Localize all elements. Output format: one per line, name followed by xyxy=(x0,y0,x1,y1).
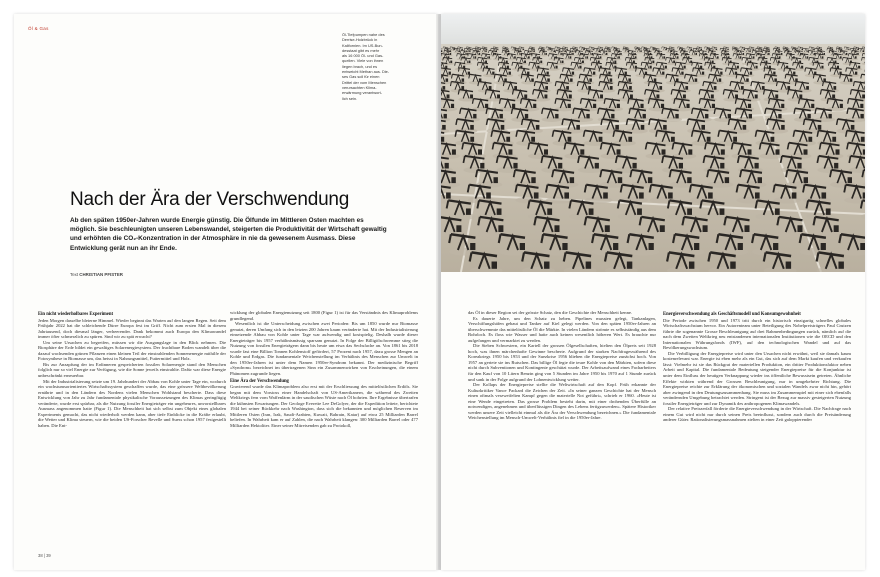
left-page xyxy=(14,14,438,570)
right-page xyxy=(441,14,865,570)
article-byline xyxy=(70,272,123,277)
subheading: Eine Ära der Verschwendung xyxy=(230,378,289,384)
left-column-2 xyxy=(230,310,418,428)
paragraph: Wesentlich ist die Unterscheidung zwischen zwei Perioden: Bis um 1850 wurde nur Biomasse genutzt, deren Umfang sich in den letzten 200 Jahren kaum veränderte hat. Mit der Industrialisierung einsetzende Abbau von Kohle unter Tage war aufwendig und kostspielig. Deshalb wurde dieser Energieträger bis 1957 verhältnismässig sparsam genutzt. In Folge der Billigölschwemme stieg die Nutzung von fossilen Energieträgern dann bis heute um etwa das Sechsfache an. Von 1861 bis 2018 wurde fast eine Billion Tonnen Kohlenstoff gefördert, 57 Prozent nach 1957, dazu grosse Mengen an Kohle und Erdgas. Die fundamentale Weichenstellung im Verhältnis des Menschen zur Umwelt in den 1950er-Jahren ist unter dem Namen 1950er-Syndrom bekannt. Der medizinische Begriff «Syndrom» bezeichnet im übertragenen Sinn ein Zusammenwirken von Erscheinungen, die einem Phänomen zugrunde liegen. xyxy=(230,321,418,377)
paragraph: wicklung der globalen Energienutzung seit 1800 (Figur 1) ist für das Verständnis des Klimaproblems grundlegend. xyxy=(230,310,418,321)
byline-author: CHRISTIAN PFISTER xyxy=(79,272,123,277)
left-column-1 xyxy=(38,310,226,428)
paragraph: Die Periode zwischen 1950 und 1973 tritt durch ein historisch einzigartig schnelles globales Wirtschaftswachstum hervor. Ein Autorenteam unter Beteiligung des Nobelpreisträgers Paul Crutzen führte die sogenannte Grosse Beschleunigung auf drei Rahmenbedingungen zurück, nämlich auf die nach dem Zweiten Weltkrieg neu entstandenen internationalen Institutionen wie die OECD und den Internationalen Währungsfonds (IWF), auf den technologischen Wandel und auf das Bevölkerungswachstum. xyxy=(663,317,851,351)
right-column-2 xyxy=(663,310,851,423)
right-column-1 xyxy=(468,310,656,421)
article-lead: Ab den späten 1950er-Jahren wurde Energie günstig. Die Ölfunde im Mittleren Osten machten es möglich. Sie beschleunigten unseren Lebenswandel, steigerten die Produktivität der Wirtschaft gewaltig und erhöhten die CO₂-Konzentration in der Atmosphäre in nie da gewesenem Ausmass. Diese Entwicklung gerät nun an ihr Ende. xyxy=(70,217,387,252)
paragraph: Die Verbilligung der Energiepreise wird unter den Ursachen nicht erwähnt, weil sie damals kaum kostenrelevant war. Energie ist eben mehr als ein Gut, das sich auf dem Markt kaufen und verkaufen lässt: Vielmehr ist sie das Rückgrat der materiellen Produktion, ein dritter Produktionsfaktor neben Arbeit und Kapital. Die fundamentale Bedeutung steigender Energiepreise für die Konjunktur ist unter dem Einfluss der heutigen Verknappung wieder ins öffentliche Bewusstsein getreten. Ähnliche Effekte wirkten während der Grossen Beschleunigung, nur in umgekehrter Richtung. Die Energiepreise reichte zur Erklärung der ökonomischen und sozialen Wandels zwar nicht hin, gehört aber zwingend in den Deutungszusammenhang. Sie muss im Zusammenspiel mit einer sich ebenfalls verändernden Umgebung betrachtet werden. Stringent ist der Bezug zur massiv gesteigerten Nutzung fossiler Energieträger und zur Dynamik des anthropogenen Klimawandels. xyxy=(663,350,851,406)
oil-field-photo xyxy=(441,14,865,272)
section-tag: Öl & Gas xyxy=(28,26,49,31)
paragraph: Mit der Industrialisierung setzte um 19. Jahrhundert der Abbau von Kohle unter Tage ein, wodurch ein wachstumsorientiertes Wirtschaftssystem geschaffen wurde, das eine grössere Weltbevölkerung ernährte und in den Ländern des Nordens vielen Menschen Wohlstand bescherte. Dass diese Entwicklung von Jahr zu Jahr fundamentale physikalische Voraussetzungen des Klimas geringfügig veränderte, wurde erst spürbar, als die Nutzung fossiler Energieträger ein ungeheures, unvorstellbares Ausmass angenommen hatte (Figur 1). Die Menschheit hat sich selbst zum Objekt eines globalen Experiments gemacht, das nicht wiederholt werden kann, aber tiefe Einblicke in die Kräfte erlaubt, die Wetter und Klima steuern, wie die beiden US-Forscher Revelle und Suess schon 1957 festgestellt haben. Die Ent- xyxy=(38,378,226,428)
subheading: Energieverschwendung als Geschäftsmodell und Konsumgewohnheit xyxy=(663,312,801,317)
paragraph: Der relative Preiszerfall förderte die Energieverschwendung in der Wirtschaft. Die Nachfrage nach einem Gut wird nicht nur durch seinen Preis beeinflusst, sondern auch durch die Preisänderung anderer Güter. Rationalisierungsmassnahmen zielten in einer Zeit galoppierender xyxy=(663,406,851,423)
paragraph: Bis zur Anzapfung der im Erdinneren gespeicherten fossilen Solarenergie stand den Menschen folglich nur so viel Energie zur Verfügung, wie die Sonne jeweils einstrahlte. Dafür war diese Energie unbeschränkt erneuerbar. xyxy=(38,361,226,379)
paragraph: Die Sieben Schwestern, ein Kartell der grossen Ölgesellschaften, hielten den Ölpreis seit 1928 hoch, was ihnen märchenhafte Gewinne bescherte. Aufgrund der starken Nachfrageswährend des Koreakriegs 1950 bis 1953 und der Suezkrise 1956 blieben die Energiepreise zunächst hoch. Von 1957 an geriete sie ins Rutschen. Das billige Öl fegte die teure Kohle von den Märkten, sofern diese nicht durch Subventionen und Kontingente geschützt wurde. Der Arbeitsaufwand eines Facharbeiters für den Kauf von 10 Litern Benzin ging von 5 Stunden im Jahre 1950 bis 1970 auf 1 Stunde zurück und sank in der Folge aufgrund der Lohnentwicklung weiter. xyxy=(468,343,656,382)
photo-caption xyxy=(342,32,414,101)
paragraph: Der Kollaps der Energiepreise stellte die Weltwirtschaft auf den Kopf. Früh erkannte der Kulturkritiker Vance Packard die Zeichen der Zeit. «In seiner ganzen Geschichte hat der Mensch einen oftmals verzweifelten Kampf gegen die materielle Not geführt», schrieb er 1960. «Heute ist eine Wende eingetreten. Das grosse Problem besteht darin, mit einer drohenden Überfülle an notwendigen, angenehmen und überflüssigen Dingen des Lebens fertigzuwerden». Spätere Historiker werden unsere Zeit vielleicht einmal als die Ära der Verschwendung bezeichnen.» Die fundamentale Weichenstellung im Mensch-Umwelt-Verhältnis fiel in die 1950er-Jahre. xyxy=(468,382,656,421)
paragraph: das Öl in dieser Region sei der grösste Schatz, den die Geschichte der Menschheit kenne. xyxy=(468,310,633,315)
paragraph: Gravierend wurde das Klimaproblem also erst mit der Erschliessung des mittelöstlichen Erdöls. Sie began mit dem Vorstoss einer Handelschaft von US-Amerikanern, die während des Zweiten Weltkriegs fern vom Waffenlärm in der saudischen Wüste nach Öl bohrten. Ihre Ergebnisse übertrafen die kühnsten Erwartungen. Der Geologe Everette Lee DeGolyer, der die Expedition leitete, berichtete 1944 bei seiner Rückkehr nach Washington, dass sich die bekannten und möglichen Reserven im Mittleren Osten (Iran, Irak, Saudi-Arabien, Kuwait, Bahrain, Katar) auf etwa 25 Milliarden Barrel beliefen. In Wahrheit kam er auf Zahlen, die nach Wahrheit klangen: 300 Milliarden Barrel oder 477 Milliarden Hektoliter. Einer seiner Mitreisenden gab zu Protokoll, xyxy=(230,384,418,428)
subheading: Ein nicht wiederholbares Experiment xyxy=(38,312,114,317)
byline-prefix: Text xyxy=(70,272,79,277)
page-folio: 38 | 39 xyxy=(38,553,51,558)
paragraph: Um seine Ursachen zu begreifen, müssen wir die Ausgangslage in den Blick nehmen. Die Biosphäre der Erde bildet ein gewaltiges Solarenergiesystem. Der fruchtbare Boden wandelt über die dazauf wachsenden grünen Pflanzen einen kleinen Teil der einstrahlenden Sonnenenergie mithilfe der Fotosynthese in Biomasse um, das heisst in Nahrungsmittel, Futtermittel und Holz. xyxy=(38,339,226,362)
paragraph: Jeden Morgen dasselbe bleierne Himmel. Wieder beginnt das Warten auf den langen Regen. Seit dem Frühjahr 2022 hat die schleichende Dürre Europa fest im Griff. Nicht zum ersten Mal in diesem Jahrtausend, doch diesmal länger, verheerender. Dank bekommt auch Europa den Klimawandel immer öfter schmerzlich zu spüren. Sind wir zu spät erwacht? xyxy=(38,317,226,340)
paragraph: Es dauerte Jahre, um den Schatz zu heben. Pipelines mussten gelegt, Tankanlagen, Verschiffungshäfen gebaut und Tanker auf Kiel gelegt werden. Von den späten 1950er-Jahren an überschwemmte das mittelöstliche Öl die Märkte. In vielen Ländern strömte es selbstständig aus dem Bohrloch. Es floss wie Wasser und hatte auch keinen wesentlich höheren Wert. Es brauchte nur aufgefangen und vermarktet zu werden. xyxy=(468,315,656,343)
photo-caption-text: Öl-Tiefpumpen nahe des Derrise-Holzbrück in Kalifornien. Im US-Bun- desstaat gibt es mehr als 16 000 Öl- und Gas- quellen. Viele von ihnen liegen brach, und es entweicht Methan aus. Die- ses Gas soll für einen Drittel der vom Menschen verursachten Klima- erwärmung verantwort- lich sein. xyxy=(342,32,390,101)
article-headline: Nach der Ära der Verschwendung xyxy=(70,189,350,210)
